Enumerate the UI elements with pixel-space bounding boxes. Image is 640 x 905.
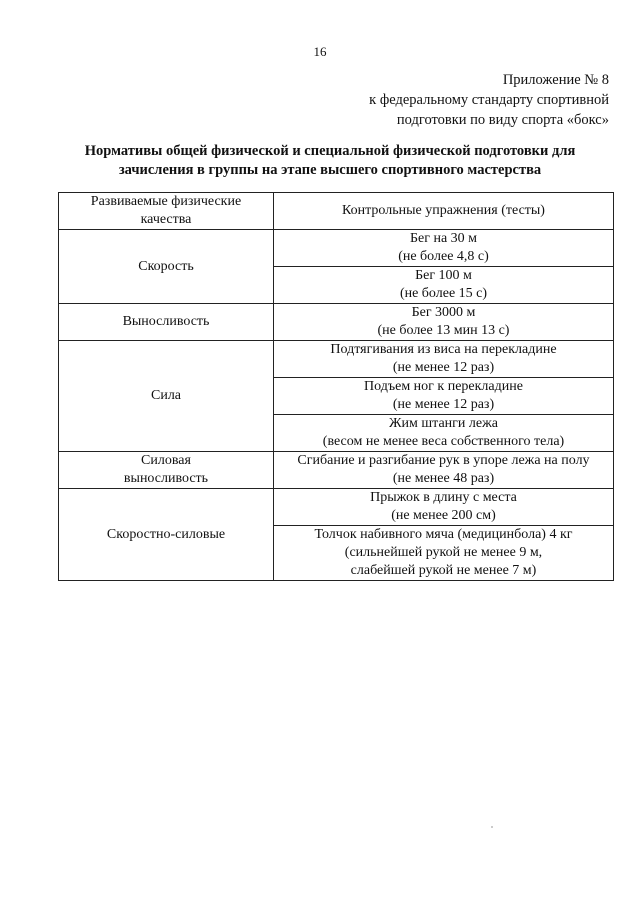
test-line: Сгибание и разгибание рук в упоре лежа на полу <box>297 453 590 468</box>
test-line: Жим штанги лежа <box>389 416 498 431</box>
table-row <box>59 341 614 378</box>
test-cell <box>274 489 614 526</box>
test-line: Подтягивания из виса на перекладине <box>330 342 557 357</box>
page-number: 16 <box>313 44 327 59</box>
scan-speck <box>491 826 493 828</box>
test-line: (весом не менее веса собственного тела) <box>322 434 565 449</box>
header-quality <box>59 193 274 230</box>
test-cell <box>274 378 614 415</box>
quality-cell <box>59 489 274 581</box>
table-row <box>59 304 614 341</box>
test-cell <box>274 304 614 341</box>
test-line: Бег 3000 м <box>411 305 476 320</box>
test-line: (не более 13 мин 13 с) <box>377 323 510 338</box>
test-cell <box>274 452 614 489</box>
document-title <box>40 142 620 180</box>
title-line: зачисления в группы на этапе высшего спортивного мастерства <box>118 162 542 178</box>
annex-line: Приложение № 8 <box>502 72 609 88</box>
test-line: (не более 15 с) <box>399 286 488 301</box>
title-line: Нормативы общей физической и специальной физической подготовки для <box>84 143 576 159</box>
annex-heading <box>289 70 609 130</box>
header-quality-line: Развиваемые физические <box>90 194 242 209</box>
quality-label: Силовая <box>141 453 191 468</box>
test-line: Бег на 30 м <box>409 231 478 246</box>
test-cell <box>274 415 614 452</box>
quality-cell <box>59 304 274 341</box>
quality-label: Скоростно-силовые <box>106 526 226 542</box>
test-line: Бег 100 м <box>415 268 472 283</box>
test-line: Подъем ног к перекладине <box>364 379 523 394</box>
table-row <box>59 452 614 489</box>
quality-cell <box>59 341 274 452</box>
test-line: Толчок набивного мяча (медицинбола) 4 кг <box>314 527 573 542</box>
table-header-row <box>59 193 614 230</box>
table-row <box>59 230 614 267</box>
test-line: слабейшей рукой не менее 7 м) <box>350 563 537 578</box>
test-line: (не менее 48 раз) <box>392 471 495 486</box>
annex-line: подготовки по виду спорта «бокс» <box>396 112 609 128</box>
test-line: (не более 4,8 с) <box>398 249 489 264</box>
quality-cell <box>59 452 274 489</box>
norms-table <box>58 192 614 581</box>
test-cell <box>274 526 614 581</box>
annex-line: к федеральному стандарту спортивной <box>369 92 609 108</box>
test-cell <box>274 341 614 378</box>
quality-label: Скорость <box>138 258 194 274</box>
test-cell <box>274 230 614 267</box>
test-line: (не менее 12 раз) <box>392 397 495 412</box>
quality-label: выносливость <box>123 471 209 486</box>
test-line: Прыжок в длину с места <box>370 490 517 505</box>
test-line: (не менее 12 раз) <box>392 360 495 375</box>
quality-cell <box>59 230 274 304</box>
test-line: (не менее 200 см) <box>391 508 496 523</box>
test-cell <box>274 267 614 304</box>
table-row <box>59 489 614 526</box>
header-tests: Контрольные упражнения (тесты) <box>274 193 614 230</box>
quality-label: Сила <box>150 388 182 403</box>
header-quality-line: качества <box>140 212 192 227</box>
norms-table-body <box>59 230 614 581</box>
quality-label: Выносливость <box>122 314 210 329</box>
test-line: (сильнейшей рукой не менее 9 м, <box>344 545 543 560</box>
